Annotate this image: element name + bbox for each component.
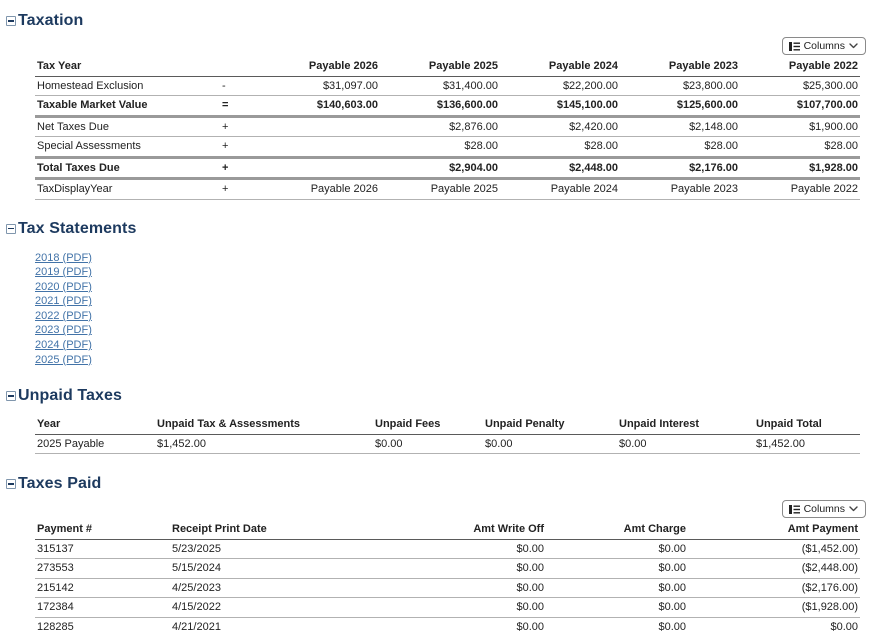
row-label: Special Assessments <box>35 137 220 158</box>
section-heading-tax-statements <box>6 220 878 238</box>
table-cell: $1,452.00 <box>754 434 860 454</box>
table-cell: $0.00 <box>546 578 688 598</box>
table-cell: $1,452.00 <box>155 434 373 454</box>
table-row <box>35 434 860 454</box>
table-cell: $28.00 <box>500 137 620 158</box>
table-cell: $0.00 <box>546 598 688 618</box>
table-cell: $28.00 <box>620 137 740 158</box>
table-cell: $28.00 <box>380 137 500 158</box>
column-header: Unpaid Interest <box>617 415 754 434</box>
table-row <box>35 137 860 158</box>
row-label: TaxDisplayYear <box>35 179 220 200</box>
table-cell: $0.00 <box>546 617 688 631</box>
tax-statement-links <box>35 251 878 368</box>
row-operator: + <box>220 179 260 200</box>
table-cell: 4/21/2021 <box>170 617 383 631</box>
column-header: Payable 2026 <box>260 57 380 76</box>
taxes-paid-toolbar <box>0 500 866 518</box>
table-cell: 4/15/2022 <box>170 598 383 618</box>
table-row <box>35 578 860 598</box>
section-title-taxes-paid: Taxes Paid <box>18 475 102 493</box>
taxation-header-row <box>35 57 860 76</box>
table-cell: $136,600.00 <box>380 96 500 117</box>
section-heading-taxation <box>6 0 878 30</box>
row-operator: + <box>220 137 260 158</box>
table-cell: $31,400.00 <box>380 76 500 96</box>
table-cell <box>260 137 380 158</box>
table-cell <box>260 157 380 179</box>
table-cell: $0.00 <box>546 559 688 579</box>
column-header: Unpaid Total <box>754 415 860 434</box>
table-cell: $1,900.00 <box>740 116 860 137</box>
column-header: Payable 2023 <box>620 57 740 76</box>
table-cell: $0.00 <box>688 617 860 631</box>
table-cell: $1,928.00 <box>740 157 860 179</box>
table-cell: $0.00 <box>383 578 546 598</box>
table-cell: $31,097.00 <box>260 76 380 96</box>
table-cell: ($1,928.00) <box>688 598 860 618</box>
table-cell: $23,800.00 <box>620 76 740 96</box>
collapse-minus-icon[interactable] <box>6 479 16 489</box>
table-cell: $0.00 <box>483 434 617 454</box>
row-operator: = <box>220 96 260 117</box>
column-header: Payable 2022 <box>740 57 860 76</box>
table-cell: $145,100.00 <box>500 96 620 117</box>
taxes-paid-header-row <box>35 520 860 539</box>
chevron-down-icon <box>849 43 858 49</box>
table-cell: $2,148.00 <box>620 116 740 137</box>
taxation-table <box>35 57 860 200</box>
pdf-link-2025[interactable]: 2025 (PDF) <box>35 353 92 366</box>
table-cell: 5/23/2025 <box>170 539 383 559</box>
table-cell: 315137 <box>35 539 170 559</box>
table-cell: $0.00 <box>383 617 546 631</box>
row-label: Homestead Exclusion <box>35 76 220 96</box>
table-row <box>35 598 860 618</box>
table-row <box>35 539 860 559</box>
section-title-taxation: Taxation <box>18 12 84 29</box>
table-row <box>35 179 860 200</box>
pdf-link-2020[interactable]: 2020 (PDF) <box>35 280 92 293</box>
table-cell: 273553 <box>35 559 170 579</box>
table-cell: ($2,176.00) <box>688 578 860 598</box>
table-cell: $125,600.00 <box>620 96 740 117</box>
pdf-link-2018[interactable]: 2018 (PDF) <box>35 251 92 264</box>
table-cell: $2,420.00 <box>500 116 620 137</box>
table-row <box>35 96 860 117</box>
collapse-minus-icon[interactable] <box>6 16 16 26</box>
table-cell: 5/15/2024 <box>170 559 383 579</box>
pdf-link-2021[interactable]: 2021 (PDF) <box>35 295 92 308</box>
column-header: Payable 2024 <box>500 57 620 76</box>
columns-icon <box>789 42 800 51</box>
column-header: Receipt Print Date <box>170 520 383 539</box>
table-cell: $2,904.00 <box>380 157 500 179</box>
column-header: Year <box>35 415 155 434</box>
column-header: Payment # <box>35 520 170 539</box>
table-cell: $2,876.00 <box>380 116 500 137</box>
collapse-minus-icon[interactable] <box>6 224 16 234</box>
row-label: Total Taxes Due <box>35 157 220 179</box>
columns-button-label: Columns <box>803 503 845 516</box>
column-header: Amt Payment <box>688 520 860 539</box>
table-cell: Payable 2026 <box>260 179 380 200</box>
columns-dropdown-button[interactable] <box>782 500 866 518</box>
table-cell: $140,603.00 <box>260 96 380 117</box>
pdf-link-2022[interactable]: 2022 (PDF) <box>35 309 92 322</box>
table-cell: Payable 2024 <box>500 179 620 200</box>
table-cell: $0.00 <box>546 539 688 559</box>
table-row <box>35 559 860 579</box>
table-cell: 172384 <box>35 598 170 618</box>
column-header: Unpaid Fees <box>373 415 483 434</box>
section-heading-unpaid-taxes <box>6 387 878 405</box>
row-label: Net Taxes Due <box>35 116 220 137</box>
unpaid-taxes-table <box>35 415 860 454</box>
column-header: Unpaid Tax & Assessments <box>155 415 373 434</box>
row-label: Taxable Market Value <box>35 96 220 117</box>
table-cell: $0.00 <box>373 434 483 454</box>
columns-dropdown-button[interactable] <box>782 37 866 55</box>
table-cell: $0.00 <box>383 559 546 579</box>
row-operator: - <box>220 76 260 96</box>
taxes-paid-table <box>35 520 860 631</box>
section-heading-taxes-paid <box>6 475 878 493</box>
table-cell: 215142 <box>35 578 170 598</box>
table-cell: $22,200.00 <box>500 76 620 96</box>
table-cell: ($2,448.00) <box>688 559 860 579</box>
table-cell: $0.00 <box>383 598 546 618</box>
column-header: Amt Write Off <box>383 520 546 539</box>
table-cell: Payable 2023 <box>620 179 740 200</box>
table-row <box>35 76 860 96</box>
column-header-operator <box>220 57 260 76</box>
row-operator: + <box>220 157 260 179</box>
table-cell: $0.00 <box>617 434 754 454</box>
table-row <box>35 617 860 631</box>
table-cell: Payable 2022 <box>740 179 860 200</box>
table-cell: 4/25/2023 <box>170 578 383 598</box>
pdf-link-2019[interactable]: 2019 (PDF) <box>35 266 92 279</box>
table-row <box>35 157 860 179</box>
table-cell: ($1,452.00) <box>688 539 860 559</box>
table-cell: $25,300.00 <box>740 76 860 96</box>
pdf-link-2023[interactable]: 2023 (PDF) <box>35 324 92 337</box>
table-cell: $2,176.00 <box>620 157 740 179</box>
table-cell: Payable 2025 <box>380 179 500 200</box>
section-title-tax-statements: Tax Statements <box>18 219 137 237</box>
column-header: Amt Charge <box>546 520 688 539</box>
columns-button-label: Columns <box>803 40 845 52</box>
table-cell <box>260 116 380 137</box>
taxation-toolbar <box>0 37 866 55</box>
table-cell: $2,448.00 <box>500 157 620 179</box>
column-header: Tax Year <box>35 57 220 76</box>
column-header: Unpaid Penalty <box>483 415 617 434</box>
chevron-down-icon <box>849 506 858 512</box>
table-cell: $0.00 <box>383 539 546 559</box>
column-header: Payable 2025 <box>380 57 500 76</box>
pdf-link-2024[interactable]: 2024 (PDF) <box>35 339 92 352</box>
section-title-unpaid-taxes: Unpaid Taxes <box>18 387 123 405</box>
columns-icon <box>789 505 800 514</box>
table-cell: $28.00 <box>740 137 860 158</box>
unpaid-header-row <box>35 415 860 434</box>
table-cell: 2025 Payable <box>35 434 155 454</box>
table-cell: 128285 <box>35 617 170 631</box>
table-row <box>35 116 860 137</box>
collapse-minus-icon[interactable] <box>6 391 16 401</box>
table-cell: $107,700.00 <box>740 96 860 117</box>
row-operator: + <box>220 116 260 137</box>
